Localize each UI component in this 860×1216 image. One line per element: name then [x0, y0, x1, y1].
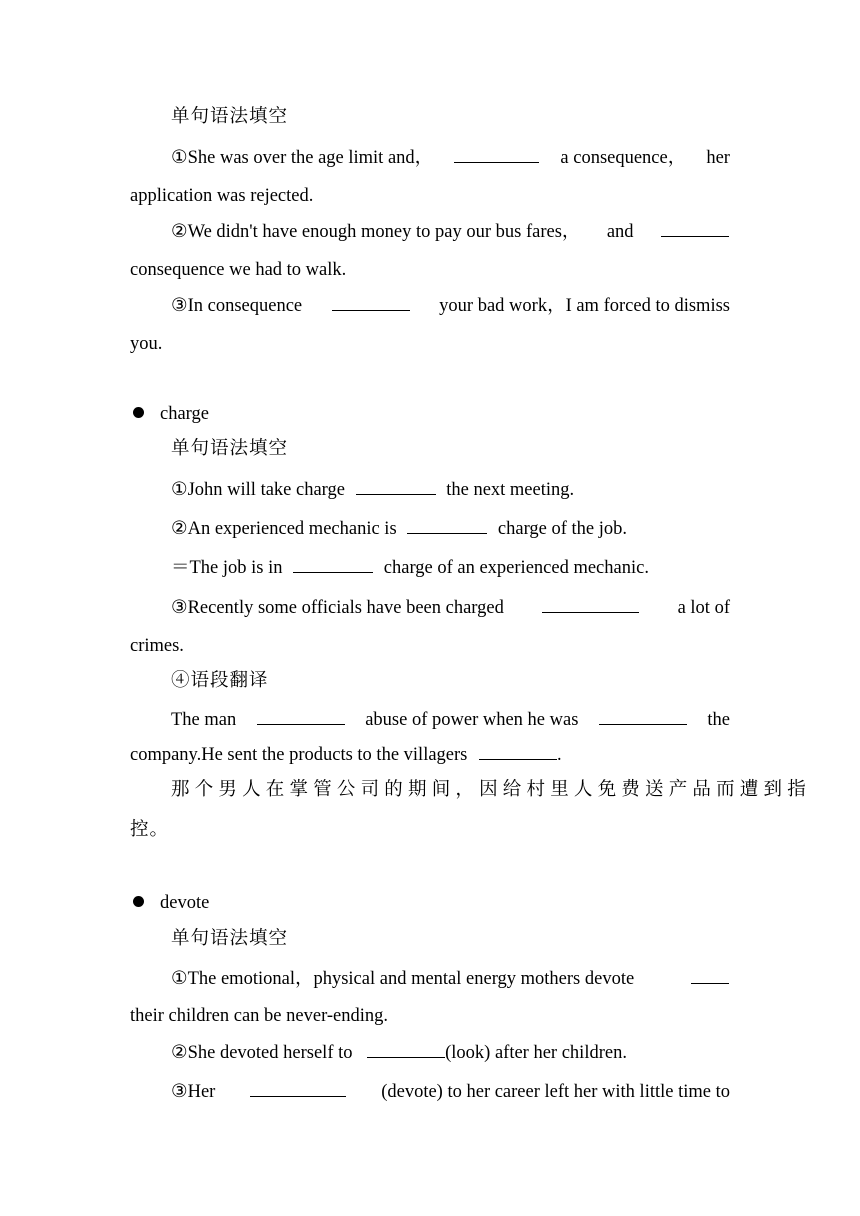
- question-text: (devote) to her career left her with little time to: [381, 1082, 730, 1102]
- answer-blank[interactable]: [661, 220, 729, 237]
- question-text: ＝The job is in: [171, 558, 283, 578]
- answer-blank[interactable]: [257, 708, 345, 725]
- question-text: her: [706, 148, 730, 168]
- bullet-icon: [133, 407, 144, 418]
- answer-blank[interactable]: [542, 596, 639, 613]
- question-text: ②We didn't have enough money to pay our bus fares，: [171, 222, 581, 242]
- question-text: ①John will take charge: [171, 480, 345, 500]
- question-continuation: application was rejected.: [130, 186, 314, 206]
- question-line: [171, 596, 730, 620]
- answer-blank[interactable]: [454, 146, 539, 163]
- answer-blank[interactable]: [356, 478, 436, 495]
- question-line: [171, 1041, 730, 1065]
- question-text: The man: [171, 710, 237, 730]
- question-line: [171, 146, 730, 170]
- question-text: .: [557, 745, 562, 765]
- section-subtitle: 单句语法填空: [171, 929, 289, 949]
- question-line: [130, 743, 730, 767]
- vocab-word-heading: charge: [160, 404, 209, 424]
- answer-blank[interactable]: [367, 1041, 445, 1058]
- question-line: [171, 478, 730, 502]
- question-text: ③In consequence: [171, 296, 303, 316]
- answer-blank[interactable]: [250, 1080, 346, 1097]
- answer-blank[interactable]: [599, 708, 687, 725]
- question-text: and: [606, 222, 634, 242]
- question-text: ②She devoted herself to: [171, 1043, 353, 1063]
- answer-blank[interactable]: [407, 517, 487, 534]
- question-text: charge of the job.: [497, 519, 628, 539]
- question-line: [171, 967, 730, 991]
- question-line: [171, 556, 730, 580]
- question-text: ③Recently some officials have been charged: [171, 598, 504, 618]
- question-line: [171, 1080, 730, 1104]
- question-text: (look) after her children.: [445, 1043, 627, 1063]
- question-text: ①The emotional，physical and mental energy mothers devote: [171, 969, 635, 989]
- answer-blank[interactable]: [691, 967, 729, 984]
- question-text: a lot of: [677, 598, 730, 618]
- answer-blank[interactable]: [293, 556, 373, 573]
- question-continuation: their children can be never-ending.: [130, 1006, 388, 1026]
- translation-label: ④语段翻译: [171, 671, 269, 691]
- answer-blank[interactable]: [479, 743, 557, 760]
- question-text: ③Her: [171, 1082, 216, 1102]
- bullet-icon: [133, 896, 144, 907]
- question-text: the next meeting.: [446, 480, 575, 500]
- question-continuation: you.: [130, 334, 163, 354]
- question-text: charge of an experienced mechanic.: [383, 558, 649, 578]
- question-line: [171, 294, 730, 318]
- question-continuation: crimes.: [130, 636, 184, 656]
- chinese-translation-continuation: 控。: [130, 820, 170, 840]
- vocab-word-heading: devote: [160, 893, 210, 913]
- question-text: company.He sent the products to the villagers: [130, 745, 468, 765]
- section-subtitle: 单句语法填空: [171, 439, 289, 459]
- question-continuation: consequence we had to walk.: [130, 260, 347, 280]
- question-text: abuse of power when he was: [365, 710, 579, 730]
- question-line: [171, 708, 730, 732]
- chinese-translation: 那个男人在掌管公司的期间，因给村里人免费送产品而遭到指: [171, 780, 811, 800]
- question-text: ①She was over the age limit and，: [171, 148, 434, 168]
- question-text: a consequence，: [560, 148, 687, 168]
- question-text: ②An experienced mechanic is: [171, 519, 397, 539]
- question-text: your bad work，I am forced to dismiss: [439, 296, 730, 316]
- question-text: the: [707, 710, 730, 730]
- section-subtitle: 单句语法填空: [171, 107, 289, 127]
- answer-blank[interactable]: [332, 294, 410, 311]
- question-line: [171, 517, 730, 541]
- question-line: [171, 220, 730, 244]
